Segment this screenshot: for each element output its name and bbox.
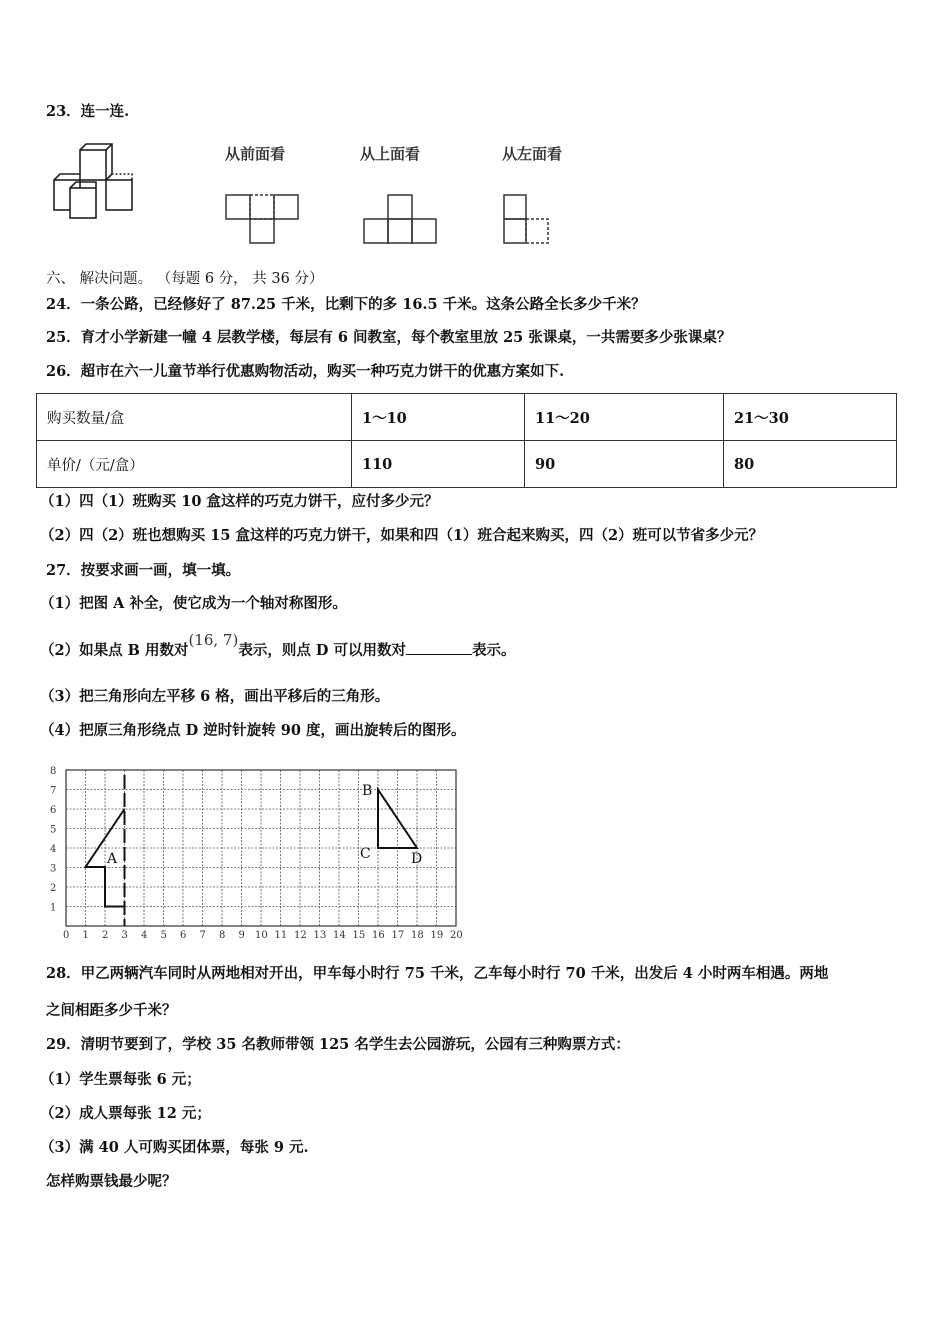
q28-line2: 之间相距多少千米？	[46, 1002, 177, 1019]
q26-sub2: （2）四（2）班也想购买 15 盒这样的巧克力饼干，如果和四（1）班合起来购买，四（2）班可以节省多少元？	[40, 527, 764, 544]
x-tick-label: 1	[82, 930, 89, 941]
view-label-front: 从前面看	[225, 145, 286, 163]
x-tick-label: 16	[372, 930, 385, 941]
label-A: A	[107, 851, 118, 867]
price-table	[36, 393, 897, 488]
q29-opt3: （3）满 40 人可购买团体票，每张 9 元.	[40, 1139, 309, 1156]
y-tick-label: 3	[50, 863, 57, 875]
q25-text: 25．育才小学新建一幢 4 层教学楼，每层有 6 间教室，每个教室里放 25 张课桌，一共需要多少张课桌？	[46, 329, 732, 346]
label-C: C	[360, 846, 371, 862]
cube-stack-figure	[50, 140, 135, 225]
view-label-left: 从左面看	[502, 145, 563, 163]
x-tick-label: 10	[255, 930, 268, 941]
view-shape-left	[502, 193, 562, 248]
table-cell: 11～20	[525, 394, 724, 441]
coordinate-pair: (16, 7)	[188, 631, 239, 649]
x-tick-label: 8	[219, 930, 226, 941]
x-tick-label: 17	[391, 930, 405, 941]
table-cell: 80	[724, 441, 897, 488]
answer-blank[interactable]	[406, 640, 472, 655]
table-cell: 90	[525, 441, 724, 488]
y-tick-label: 6	[50, 805, 57, 816]
y-tick-label: 2	[50, 883, 57, 894]
label-D: D	[411, 851, 423, 867]
q27-text: 27．按要求画一画，填一填。	[46, 562, 241, 579]
x-tick-label: 15	[352, 930, 366, 941]
y-tick-label: 5	[50, 824, 57, 836]
q27-sub1: （1）把图 A 补全，使它成为一个轴对称图形。	[40, 595, 347, 612]
q26-text: 26．超市在六一儿童节举行优惠购物活动，购买一种巧克力饼干的优惠方案如下.	[46, 363, 565, 380]
x-tick-label: 18	[411, 930, 424, 941]
x-tick-label: 6	[180, 930, 187, 941]
q24-text: 24．一条公路，已经修好了 87.25 千米，比剩下的多 16.5 千米。这条公路全长多少千米？	[46, 296, 646, 313]
q27-sub2-text-c: 表示。	[472, 642, 516, 659]
q27-sub4: （4）把原三角形绕点 D 逆时针旋转 90 度，画出旋转后的图形。	[40, 722, 466, 739]
x-tick-label: 5	[160, 930, 167, 941]
x-tick-label: 9	[238, 930, 245, 941]
q29-opt1: （1）学生票每张 6 元；	[40, 1071, 201, 1088]
y-tick-label: 8	[50, 766, 57, 777]
table-cell: 1～10	[352, 394, 525, 441]
y-tick-label: 4	[50, 844, 57, 855]
label-B: B	[362, 783, 373, 799]
y-tick-label: 1	[50, 902, 57, 914]
q27-sub2-text-a: （2）如果点 B 用数对	[40, 642, 189, 659]
x-tick-label: 2	[102, 930, 109, 941]
x-tick-label: 4	[141, 930, 148, 941]
table-row	[37, 394, 897, 441]
x-tick-label: 20	[450, 930, 463, 941]
x-tick-label: 14	[333, 930, 346, 941]
table-cell: 110	[352, 441, 525, 488]
q26-sub1: （1）四（1）班购买 10 盒这样的巧克力饼干，应付多少元？	[40, 493, 439, 510]
x-tick-label: 0	[63, 930, 70, 941]
q23-title: 23．连一连.	[46, 103, 130, 120]
view-shape-top	[362, 193, 442, 248]
y-tick-label: 7	[50, 785, 57, 797]
table-cell: 21～30	[724, 394, 897, 441]
table-cell: 单价/（元/盒）	[37, 441, 352, 488]
x-tick-label: 3	[121, 930, 128, 941]
table-cell: 购买数量/盒	[37, 394, 352, 441]
q27-sub2	[40, 631, 516, 661]
x-tick-label: 7	[199, 930, 206, 941]
x-tick-label: 11	[274, 930, 288, 941]
q29-question: 怎样购票钱最少呢？	[46, 1173, 177, 1190]
x-tick-label: 13	[313, 930, 327, 941]
coordinate-grid	[40, 757, 470, 947]
q28-line1: 28．甲乙两辆汽车同时从两地相对开出，甲车每小时行 75 千米，乙车每小时行 70 千米，出发后 4 小时两车相遇。两地	[46, 965, 829, 982]
table-row	[37, 441, 897, 488]
view-label-top: 从上面看	[360, 145, 421, 163]
q29-text: 29．清明节要到了，学校 35 名教师带领 125 名学生去公园游玩，公园有三种购票方式：	[46, 1036, 630, 1053]
q29-opt2: （2）成人票每张 12 元；	[40, 1105, 211, 1122]
q27-sub3: （3）把三角形向左平移 6 格，画出平移后的三角形。	[40, 688, 390, 705]
view-shape-front	[224, 193, 304, 248]
x-tick-label: 19	[430, 930, 444, 941]
section-heading: 六、 解决问题。 （每题 6 分， 共 36 分）	[46, 271, 324, 287]
q27-sub2-text-b: 表示，则点 D 可以用数对	[238, 642, 406, 659]
x-tick-label: 12	[294, 930, 307, 941]
